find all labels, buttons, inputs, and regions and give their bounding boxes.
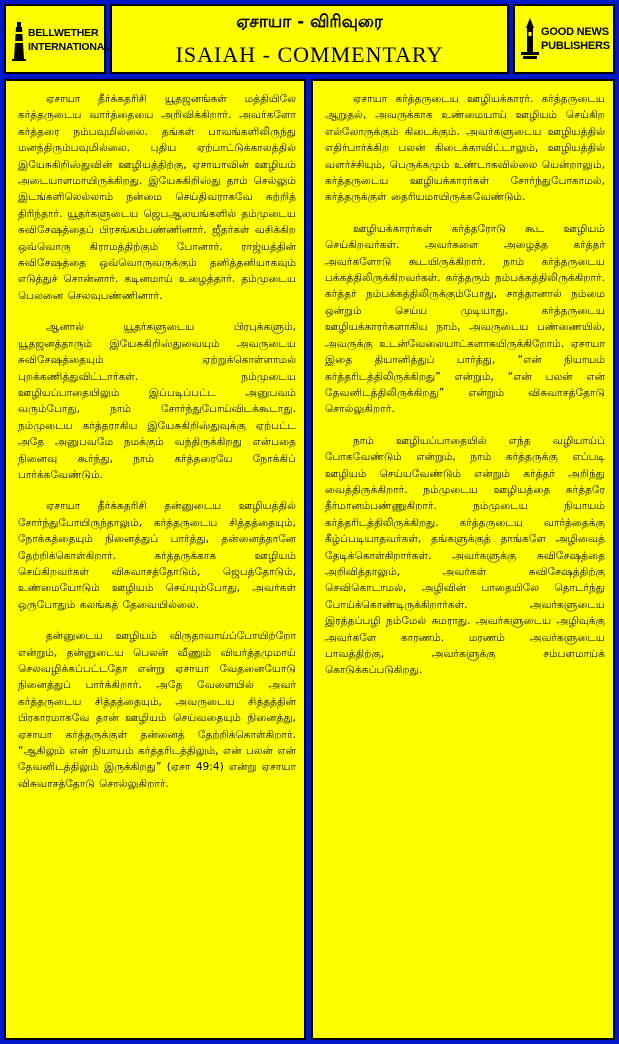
paragraph: ஆனால் யூதர்களுடைய பிரபுக்களும், யூதஜனத்தாரும் இயேசுகிறிஸ்துவையும் அவருடைய சுவிசேஷத்தையும் ஏற்றுக்கொள்ளாமல் புறக்கணித்துவிட்டார்கள். நம்முடைய ஊழியப்பாதையிலும் இப்படிப்பட்ட அனுபவம் வரும்போது, நாம் சோர்ந்துபோய்விடக்கூடாது. நம்முடைய கர்த்தராகிய இயேசுகிறிஸ்துவுக்கு ஏற்பட்ட அதே அனுபவமே நமக்கும் வந்திருக்கிறது என்பதை நினைவு கூர்ந்து, நாம் கர்த்தரையே நோக்கிப் பார்க்கவேண்டும். [18,321,296,481]
title-block [110,4,509,74]
good-news-logo [513,4,615,74]
bellwether-logo [4,4,111,74]
page-title-english: ISAIAH - COMMENTARY [175,42,444,67]
paragraph: ஏசாயா கர்த்தருடைய ஊழியக்காரர். கர்த்தருடைய ஆறுதல், அவருக்காக உண்மையாய் ஊழியம் செய்கிற எல்லோருக்கும் கிடைக்கும். அவர்களுடைய ஊழியத்தில் எதிர்பார்க்கிற பலன் கிடைக்காவிட்டாலும், ஊழியத்தில் வளர்ச்சியும், பெருக்கமும் உண்டாகவில்லை யென்றாலும், கர்த்தருடைய ஊழியக்காரர்கள் சோர்ந்துபோகாமல், கர்த்தருக்குள் தைரியமாயிருக்கவேண்டும். [325,93,605,204]
paragraph: ஏசாயா தீர்க்கதரிசி தன்னுடைய ஊழியத்தில் சோர்ந்துபோயிருந்தாலும், கர்த்தருடைய சித்தத்தையும், நோக்கத்தையும் நினைத்துப் பார்த்து, தன்னைத்தானே தேற்றிக்கொள்கிறார். கர்த்தருக்காக ஊழியம் செய்கிறவர்கள் விசுவாசத்தோடும், ஜெபத்தோடும், உண்மையோடும் ஊழியம் செய்யும்போது, அவர்கள் ஒருபோதும் கலங்கத் தேவையில்லை. [18,500,296,611]
bellwether-line2: INTERNATIONAL [28,41,111,53]
page-title-tamil: ஏசாயா - விரிவுரை [236,12,383,32]
bellwether-line1: BELLWETHER [28,27,99,39]
good-news-logo-text [541,25,610,53]
book-icon [521,18,539,60]
left-column [4,79,306,1040]
paragraph: ஊழியக்காரர்கள் கர்த்தரோடு கூட ஊழியம் செய்கிறவர்கள். அவர்களை அழைத்த கர்த்தர் அவர்களோடு கூடயிருக்கிறார். நாம் கர்த்தருடைய பக்கத்திலிருக்கிறவர்கள். கர்த்தரும் நம்பக்கத்திலிருக்கிறார். கர்த்தர் நம்பக்கத்திலிருக்கும்போது, சாத்தானால் நம்மை ஒன்றும் செய்ய முடியாது. கர்த்தருடைய ஊழியக்காரர்களாகிய நாம், அவருடைய பண்ணையில், அவருக்கு உடன்வேலையாட்களாகயிருக்கிறோம். ஏசாயா இதை தியானித்துப் பார்த்து, “என் நியாயம் கர்த்தரிடத்திலிருக்கிறது” என்றும், “என் பலன் என் தேவனிடத்திலிருக்கிறது” என்றும் விசுவாசத்தோடு சொல்லுகிறார். [325,222,605,416]
paragraph: நாம் ஊழியப்பாதையில் எந்த வழியாய்ப் போகவேண்டும் என்றும், நாம் கர்த்தருக்கு எப்படி ஊழியம் செய்யவேண்டும் என்றும் கர்த்தர் அறிந்து வைத்திருக்கிறார். நம்முடைய ஊழியத்தை கர்த்தரே தீர்மானம்பண்ணுகிறார். நம்முடைய நியாயம் கர்த்தரிடத்திலிருக்கிறது. கர்த்தருடைய வார்த்தைக்கு கீழ்ப்படியாதவர்கள், தங்களுக்குத் தாங்களே அழிவைத் தேடிக்கொள்கிறார்கள். அவர்களுக்கு சுவிசேஷத்தை அறிவித்தாலும், அவர்கள் சுவிசேஷத்திற்கு செவிகொடாமல், அழிவின் பாதையிலே தொடர்ந்து போய்க்கொண்டிருக்கிறார்கள். அவர்களுடைய இரத்தப்பழி நம்மேல் சுமராது. அவர்களுடைய அழிவுக்கு அவர்களே காரணம். மரணம் அவர்களுடைய பாவத்திற்கு, அவர்களுக்கு சம்பளமாய்க் கொடுக்கப்படுகிறது. [325,434,605,677]
right-column [311,79,615,1040]
paragraph: ஏசாயா தீர்க்கதரிசி யூதஜனங்கள் மத்தியிலே கர்த்தருடைய வார்த்தையை அறிவிக்கிறார். அவர்களோ கர்த்தரை நம்பவுமில்லை. தங்கள் பாவங்களிலிருந்து மனந்திரும்பவுமில்லை. புதிய ஏற்பாட்டுக்காலத்தில் இயேசுகிறிஸ்துவின் ஊழியத்திற்கு, ஏசாயாவின் ஊழியம் அடையாளமாயிருக்கிறது. இயேசுகிறிஸ்து தாம் செல்லும் இடங்களிலெல்லாம் நன்மை செய்திவராகவே சுற்றித் திரிந்தார். யூதர்களுடைய ஜெபஆலயங்களில் தம்முடைய சுவிசேஷத்தைப் பிரசங்கம்பண்ணினார். ஜீதர்கள் வசிக்கிற ஒவ்வொரு கிராமத்திற்கும் போனார். ராஜ்யத்தின் சுவிசேஷத்தை ஒவ்வொருவருக்கும் தனித்தனியாகவும் எடுத்துச் சொன்னார். கடினமாய் உழைத்தார். தம்முடைய பெலனை செலவுபண்ணினார். [18,93,296,302]
lighthouse-icon [12,19,26,61]
bellwether-logo-text [28,26,110,54]
paragraph: தன்னுடைய ஊழியம் விருதாவாய்ப்போயிற்றோ என்றும், தன்னுடைய பெலன் வீணும் வியர்த்தமுமாய் செலவழிக்கப்பட்டதோ என்று ஏசாயா வேதனையோடு நினைத்துப் பார்க்கிறார். அதே வேளையில் அவர் கர்த்தருடைய சித்தத்தையும், அவருடைய சித்தத்தின் பிரகாரமாகவே தான் ஊழியம் செய்வதையும் நினைத்து, ஏசாயா கர்த்தருக்குள் தன்னைத் தேற்றிக்கொள்கிறார். “ஆகிலும் என் நியாயம் கர்த்தரிடத்திலும், என் பலன் என் தேவனிடத்திலும் இருக்கிறது” (ஏசா 49:4) என்று ஏசாயா விசுவாசத்தோடு சொல்லுகிறார். [18,630,296,790]
good-news-line2: PUBLISHERS [541,40,610,52]
good-news-line1: GOOD NEWS [541,26,609,38]
